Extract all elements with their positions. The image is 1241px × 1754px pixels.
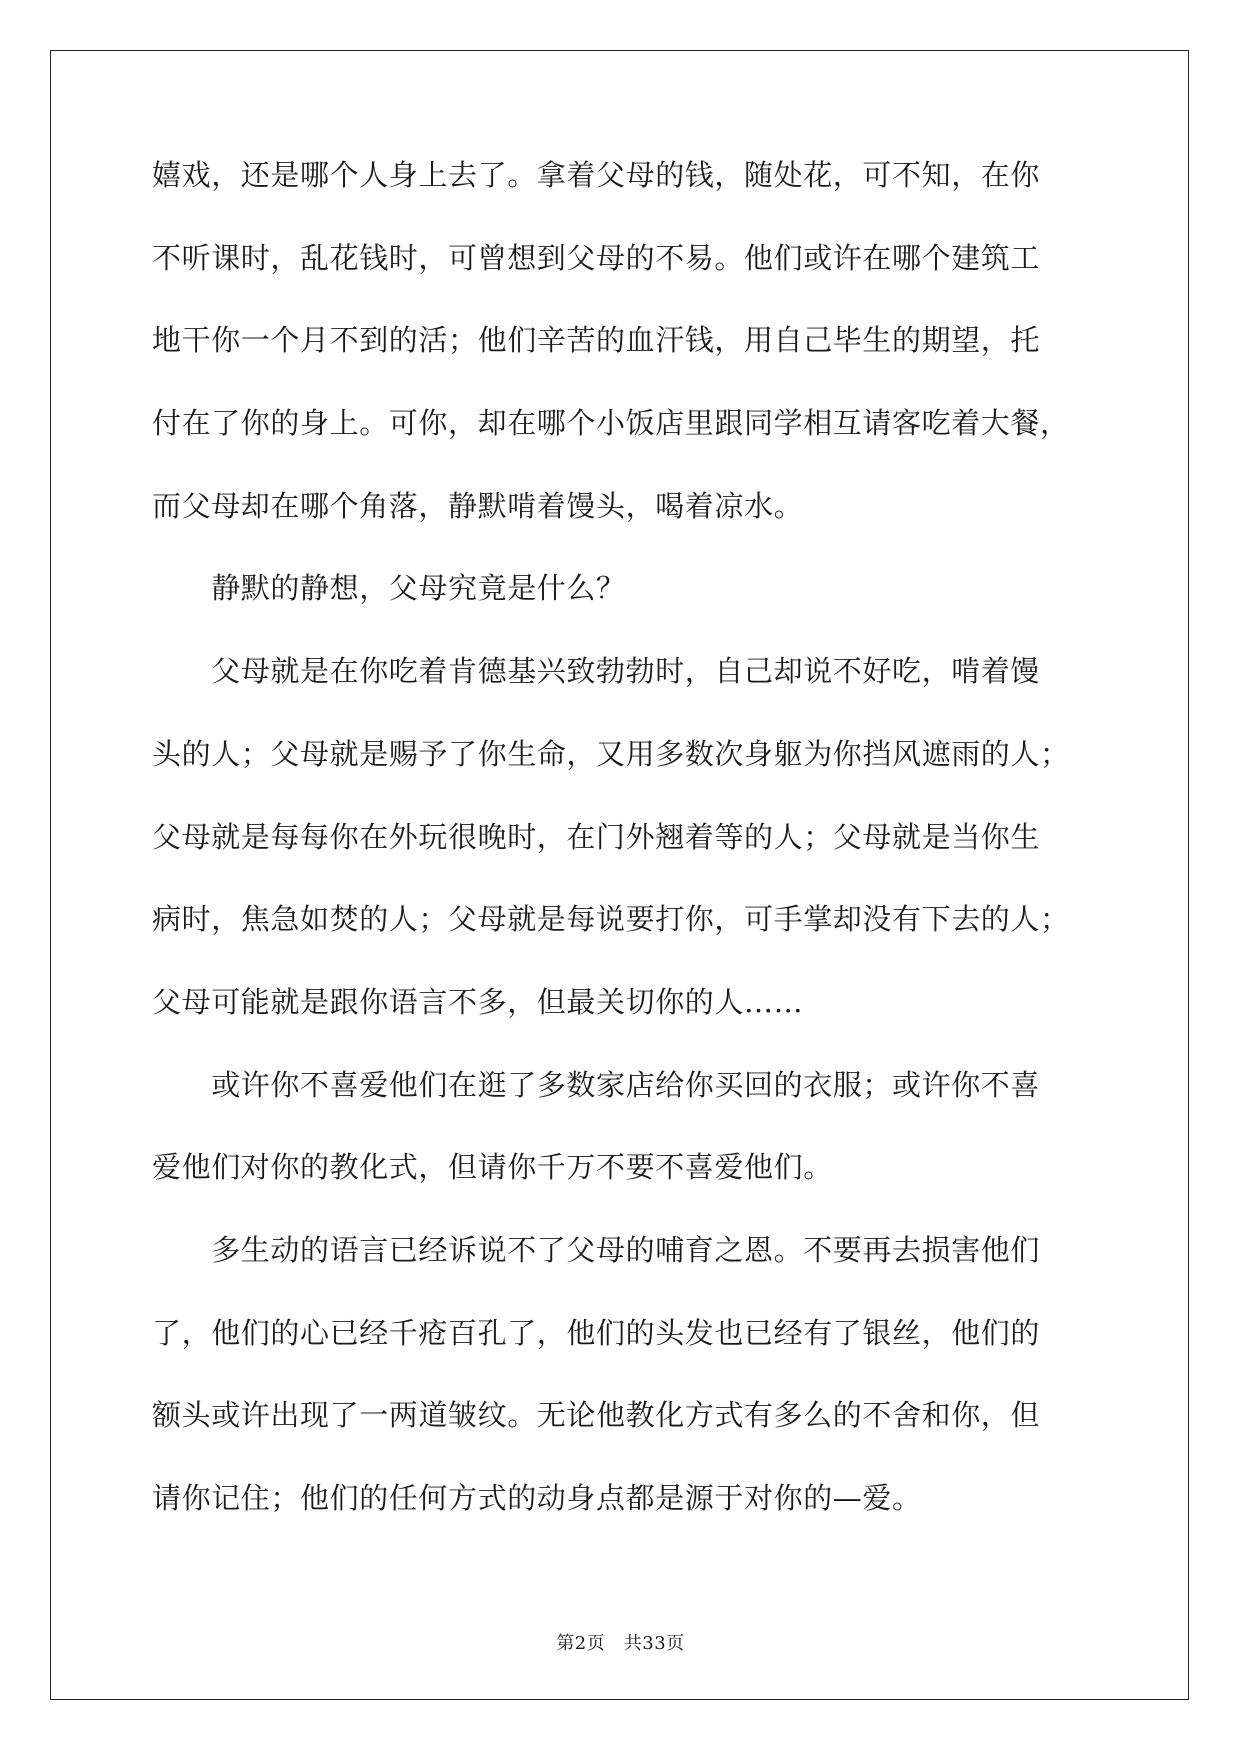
text-line: 了，他们的心已经千疮百孔了，他们的头发也已经有了银丝，他们的	[152, 1315, 1041, 1350]
text-line: 请你记住；他们的任何方式的动身点都是源于对你的—爱。	[152, 1481, 922, 1515]
text-line: 地干你一个月不到的活；他们辛苦的血汗钱，用自己毕生的期望，托	[152, 323, 1041, 358]
text-line: 病时，焦急如焚的人；父母就是每说要打你，可手掌却没有下去的人；	[152, 902, 1070, 937]
text-line: 父母就是在你吃着肯德基兴致勃勃时，自己却说不好吃，啃着馒	[152, 654, 1041, 689]
text-line: 嬉戏，还是哪个人身上去了。拿着父母的钱，随处花，可不知，在你	[152, 158, 1041, 192]
text-line: 多生动的语言已经诉说不了父母的哺育之恩。不要再去损害他们	[152, 1232, 1041, 1267]
text-line: 额头或许出现了一两道皱纹。无论他教化方式有多么的不舍和你，但	[152, 1398, 1041, 1433]
text-line: 父母就是每每你在外玩很晚时，在门外翘着等的人；父母就是当你生	[152, 819, 1041, 854]
text-line: 父母可能就是跟你语言不多，但最关切你的人……	[152, 984, 804, 1019]
text-line: 静默的静想，父母究竟是什么？	[152, 571, 626, 606]
text-line: 不听课时，乱花钱时，可曾想到父母的不易。他们或许在哪个建筑工	[152, 240, 1041, 275]
body-text	[152, 160, 1092, 1566]
text-line: 或许你不喜爱他们在逛了多数家店给你买回的衣服；或许你不喜	[152, 1067, 1041, 1102]
text-line: 而父母却在哪个角落，静默啃着馒头，喝着凉水。	[152, 488, 804, 523]
text-line: 爱他们对你的教化式，但请你千万不要不喜爱他们。	[152, 1150, 833, 1185]
text-line: 付在了你的身上。可你，却在哪个小饭店里跟同学相互请客吃着大餐，	[152, 406, 1070, 441]
page-number-footer: 第2页 共33页	[556, 1633, 685, 1654]
text-line: 头的人；父母就是赐予了你生命，又用多数次身躯为你挡风遮雨的人；	[152, 736, 1070, 771]
